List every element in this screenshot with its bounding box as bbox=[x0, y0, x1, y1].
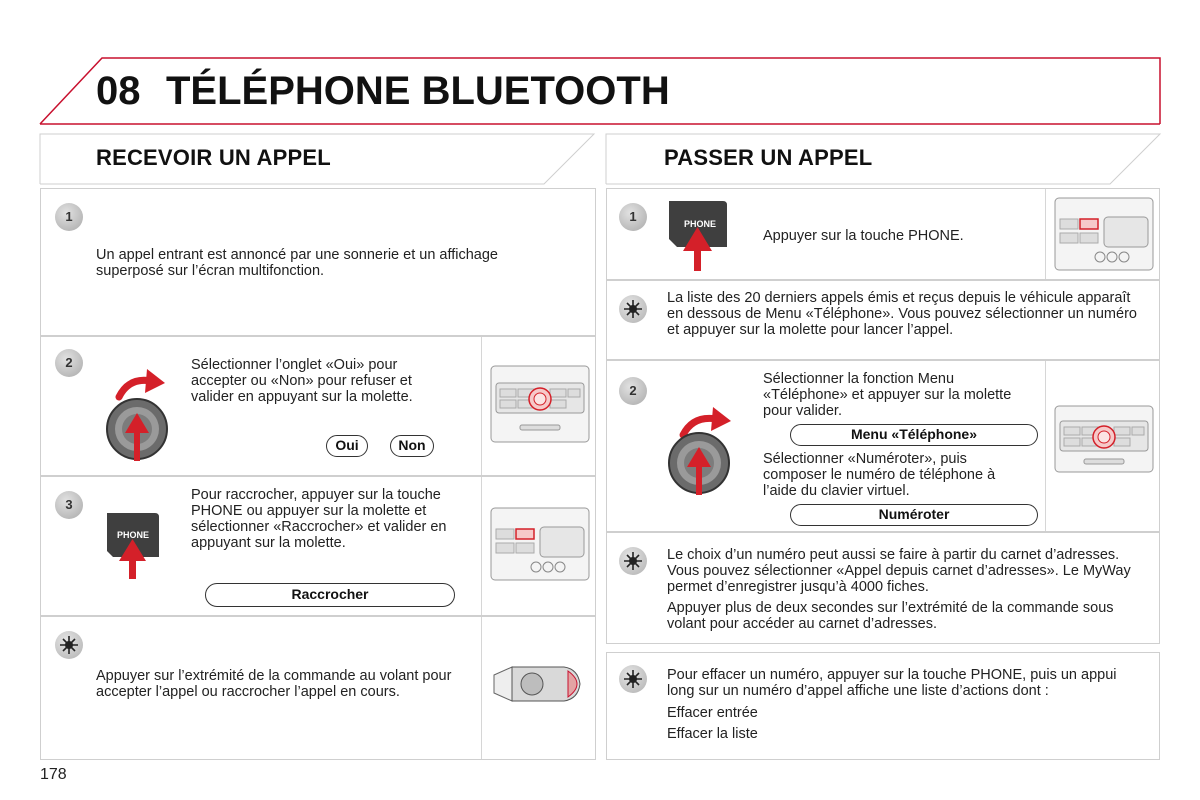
rotary-knob-icon bbox=[665, 391, 745, 501]
radio-panel-image-box bbox=[481, 477, 597, 615]
left-step2-panel bbox=[40, 336, 596, 476]
rotary-knob-icon bbox=[99, 357, 179, 467]
tip-lamp-icon bbox=[619, 665, 647, 693]
phone-button-label: PHONE bbox=[116, 530, 149, 540]
car-radio-phone-panel-icon bbox=[490, 507, 590, 583]
step-text: Un appel entrant est annoncé par une sonnerie et un affichage superposé sur l’écran multifonction. bbox=[96, 247, 498, 279]
left-tip-panel bbox=[40, 616, 596, 760]
page-number: 178 bbox=[40, 766, 67, 783]
step-number-badge: 2 bbox=[619, 377, 647, 405]
car-radio-phone-panel-icon bbox=[1054, 197, 1154, 271]
tip-text: Le choix d’un numéro peut aussi se faire à partir du carnet d’adresses. Vous pouvez sélectionner «Appel depuis carnet d’adresses». Le MyWay permet d’enregistrer jusqu’à 4000 fiches. bbox=[667, 547, 1131, 595]
right-tip1-panel bbox=[606, 280, 1160, 360]
step-number-badge: 2 bbox=[55, 349, 83, 377]
phone-button-label: PHONE bbox=[683, 219, 716, 229]
action-list-item: Effacer la liste bbox=[667, 726, 758, 742]
dial-button[interactable]: Numéroter bbox=[790, 504, 1038, 526]
steering-control-image-box bbox=[481, 617, 597, 759]
step-text: Sélectionner la fonction Menu «Téléphone» et appuyer sur la molette pour valider. bbox=[763, 371, 1012, 419]
step-text: Sélectionner l’onglet «Oui» pour accepter ou «Non» pour refuser et valider en appuyant sur la molette. bbox=[191, 357, 413, 405]
yes-button[interactable]: Oui bbox=[326, 435, 368, 457]
left-section-title: RECEVOIR UN APPEL bbox=[96, 145, 331, 170]
phone-menu-button[interactable]: Menu «Téléphone» bbox=[790, 424, 1038, 446]
chapter-number: 08 bbox=[96, 69, 141, 113]
phone-button-icon bbox=[103, 507, 163, 591]
tip-text-secondary: Appuyer plus de deux secondes sur l’extrémité de la commande sous volant pour accéder au carnet d’adresses. bbox=[667, 600, 1114, 632]
step-number-badge: 1 bbox=[619, 203, 647, 231]
step-number-badge: 1 bbox=[55, 203, 83, 231]
right-tip3-panel bbox=[606, 652, 1160, 760]
tip-lamp-icon bbox=[619, 547, 647, 575]
step-text: Appuyer sur la touche PHONE. bbox=[763, 228, 964, 244]
radio-panel-image-box bbox=[1045, 189, 1161, 279]
step-text: Sélectionner «Numéroter», puis composer le numéro de téléphone à l’aide du clavier virtuel. bbox=[763, 451, 996, 499]
phone-button-icon bbox=[665, 197, 731, 279]
hangup-button[interactable]: Raccrocher bbox=[205, 583, 455, 607]
right-tip2-panel bbox=[606, 532, 1160, 644]
left-step3-panel bbox=[40, 476, 596, 616]
tip-lamp-icon bbox=[55, 631, 83, 659]
step-text: Pour raccrocher, appuyer sur la touche PHONE ou appuyer sur la molette et sélectionner «Raccrocher» et valider en appuyant sur la molette. bbox=[191, 487, 447, 551]
right-section-title: PASSER UN APPEL bbox=[664, 145, 873, 170]
tip-text: La liste des 20 derniers appels émis et reçus depuis le véhicule apparaît en dessous de Menu «Téléphone». Vous pouvez sélectionner un numéro et appuyer sur la molette pour lancer l’appel. bbox=[667, 290, 1137, 338]
car-radio-panel-icon bbox=[1054, 405, 1154, 475]
step-number-badge: 3 bbox=[55, 491, 83, 519]
tip-lamp-icon bbox=[619, 295, 647, 323]
radio-panel-image-box bbox=[481, 337, 597, 475]
right-step1-panel bbox=[606, 188, 1160, 280]
no-button[interactable]: Non bbox=[390, 435, 434, 457]
car-radio-panel-icon bbox=[490, 365, 590, 445]
left-step1-panel bbox=[40, 188, 596, 336]
tip-text: Appuyer sur l’extrémité de la commande au volant pour accepter l’appel ou raccrocher l’appel en cours. bbox=[96, 668, 452, 700]
radio-panel-image-box bbox=[1045, 361, 1161, 531]
steering-column-control-icon bbox=[488, 649, 592, 719]
tip-text: Pour effacer un numéro, appuyer sur la touche PHONE, puis un appui long sur un numéro d’appel affiche une liste d’actions dont : bbox=[667, 667, 1117, 699]
action-list-item: Effacer entrée bbox=[667, 705, 758, 721]
right-step2-panel bbox=[606, 360, 1160, 532]
chapter-title: TÉLÉPHONE BLUETOOTH bbox=[166, 69, 670, 113]
